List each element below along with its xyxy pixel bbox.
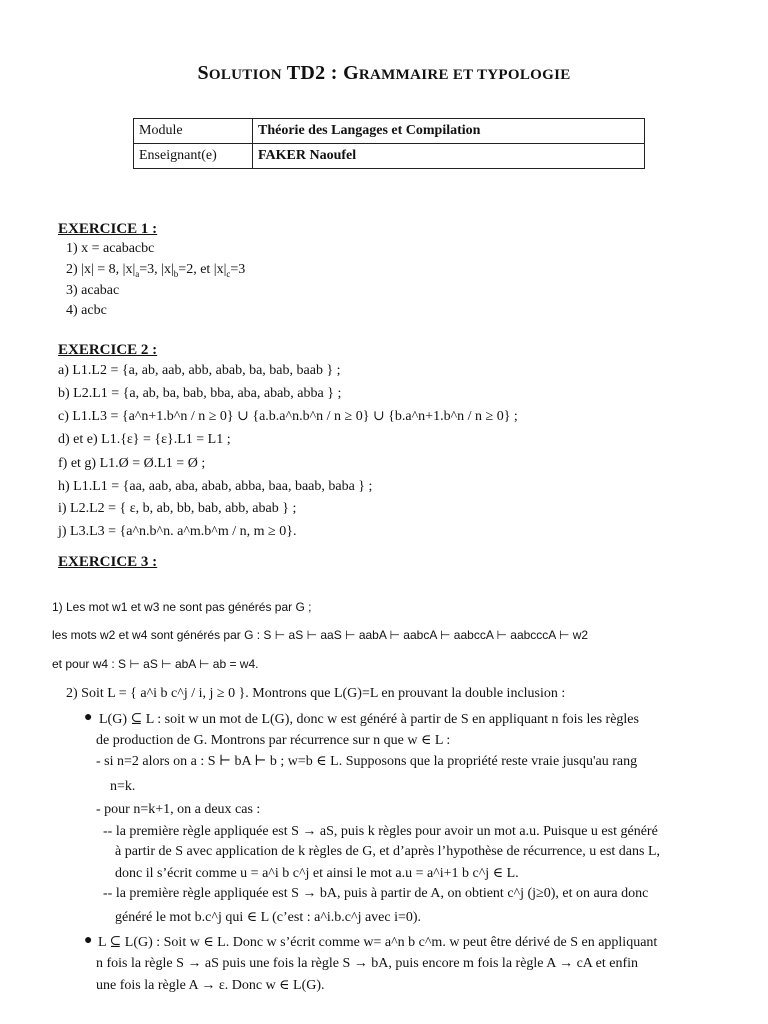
ex1-line-4: 4) acbc bbox=[66, 303, 107, 318]
b1-line-5: - pour n=k+1, on a deux cas : bbox=[96, 802, 261, 817]
sub-b: b bbox=[173, 268, 179, 279]
b1-line-7: à partir de S avec application de k règles de G, et d’après l’hypothèse de récurrence, u est dans L, bbox=[115, 844, 660, 859]
module-label: Module bbox=[134, 119, 253, 144]
exercise-2-heading: EXERCICE 2 : bbox=[58, 342, 158, 358]
ex1-l2d: =3 bbox=[230, 262, 246, 277]
ex2-line-c: c) L1.L3 = {a^n+1.b^n / n ≥ 0} ∪ {a.b.a^n.b^n / n ≥ 0} ∪ {b.a^n+1.b^n / n ≥ 0} ; bbox=[58, 409, 518, 424]
table-row bbox=[134, 119, 645, 144]
b2-line-1: L ⊆ L(G) : Soit w ∈ L. Donc w s’écrit comme w= a^n b c^m. w peut être dérivé de S en appliquant bbox=[98, 935, 658, 950]
ex2-line-fg: f) et g) L1.Ø = Ø.L1 = Ø ; bbox=[58, 456, 206, 471]
exercise-3-heading: EXERCICE 3 : bbox=[58, 554, 158, 570]
bullet-icon: ● bbox=[84, 710, 93, 725]
ex3-sentence-3: et pour w4 : S ⊢ aS ⊢ abA ⊢ ab = w4. bbox=[52, 657, 259, 671]
ex2-line-a: a) L1.L2 = {a, ab, aab, abb, abab, ba, bab, baab } ; bbox=[58, 363, 341, 378]
ex2-line-j: j) L3.L3 = {a^n.b^n. a^m.b^m / n, m ≥ 0}. bbox=[58, 524, 297, 539]
b1-line-6: -- la première règle appliquée est S → aS, puis k règles pour avoir un mot a.u. Puisque u est généré bbox=[103, 824, 658, 839]
module-value: Théorie des Langages et Compilation bbox=[253, 119, 645, 144]
ex3-part-2-intro: 2) Soit L = { a^i b c^j / i, j ≥ 0 }. Montrons que L(G)=L en prouvant la double inclusion : bbox=[66, 686, 566, 701]
ex2-line-h: h) L1.L1 = {aa, aab, aba, abab, abba, baa, baab, baba } ; bbox=[58, 479, 373, 494]
sub-c: c bbox=[226, 268, 231, 279]
ex2-line-i: i) L2.L2 = { ε, b, ab, bb, bab, abb, abab } ; bbox=[58, 501, 297, 516]
sub-a: a bbox=[135, 268, 140, 279]
ex1-line-3: 3) acabac bbox=[66, 283, 120, 298]
info-table bbox=[133, 118, 645, 169]
title-cap-s: S bbox=[197, 62, 209, 84]
ex2-line-de: d) et e) L1.{ε} = {ε}.L1 = L1 ; bbox=[58, 432, 231, 447]
b2-line-2: n fois la règle S → aS puis une fois la règle S → bA, puis encore m fois la règle A → cA et enfin bbox=[96, 956, 639, 971]
page-title bbox=[0, 62, 768, 85]
b1-line-3: - si n=2 alors on a : S ⊢ bA ⊢ b ; w=b ∈ L. Supposons que la propriété reste vraie jusqu'au rang bbox=[96, 754, 638, 769]
ex1-l2a: 2) |x| = 8, |x| bbox=[66, 262, 136, 277]
b1-line-2: de production de G. Montrons par récurrence sur n que w ∈ L : bbox=[96, 733, 451, 748]
ex2-line-b: b) L2.L1 = {a, ab, ba, bab, bba, aba, abab, abba } ; bbox=[58, 386, 342, 401]
table-row bbox=[134, 144, 645, 169]
b1-line-10: généré le mot b.c^j qui ∈ L (c’est : a^i.b.c^j avec i=0). bbox=[115, 910, 422, 925]
title-cap-g: G bbox=[343, 62, 359, 84]
b1-line-4: n=k. bbox=[110, 779, 136, 794]
teacher-label: Enseignant(e) bbox=[134, 144, 253, 169]
ex1-line-1: 1) x = acabacbc bbox=[66, 241, 155, 256]
teacher-value: FAKER Naoufel bbox=[253, 144, 645, 169]
b1-line-1: L(G) ⊆ L : soit w un mot de L(G), donc w est généré à partir de S en appliquant n fois les règles bbox=[99, 712, 639, 727]
b1-line-8: donc il s’écrit comme u = a^i b c^j et ainsi le mot a.u = a^i+1 b c^j ∈ L. bbox=[115, 866, 519, 881]
b1-line-9: -- la première règle appliquée est S → bA, puis à partir de A, on obtient c^j (j≥0), et on aura donc bbox=[103, 886, 649, 901]
ex1-l2c: =2, et |x| bbox=[178, 262, 227, 277]
bullet-icon: ● bbox=[84, 933, 93, 948]
b2-line-3: une fois la règle A → ε. Donc w ∈ L(G). bbox=[96, 978, 325, 993]
ex1-line-2 bbox=[66, 262, 245, 278]
title-solution: OLUTION bbox=[208, 67, 282, 83]
ex1-l2b: =3, |x| bbox=[139, 262, 174, 277]
title-rest: RAMMAIRE ET TYPOLOGIE bbox=[358, 67, 571, 83]
ex3-sentence-2: les mots w2 et w4 sont générés par G : S ⊢ aS ⊢ aaS ⊢ aabA ⊢ aabcA ⊢ aabccA ⊢ aabcccA ⊢ w2 bbox=[52, 628, 589, 642]
ex3-sentence-1: 1) Les mot w1 et w3 ne sont pas générés par G ; bbox=[52, 600, 312, 614]
exercise-1-heading: EXERCICE 1 : bbox=[58, 221, 158, 237]
title-td: TD2 : bbox=[286, 62, 338, 84]
